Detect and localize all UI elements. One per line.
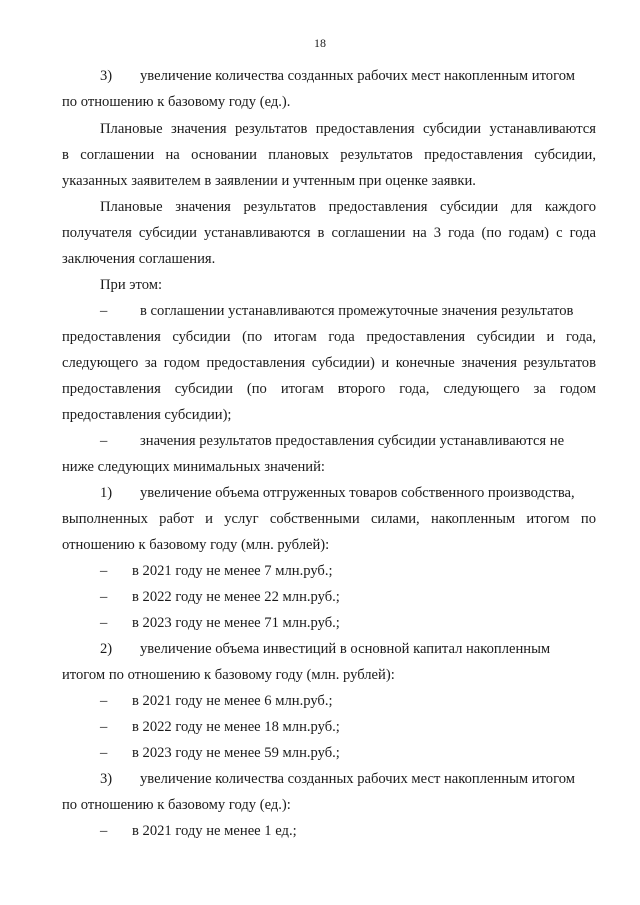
line-text: в соглашении устанавливаются промежуточные значения результатов: [140, 303, 574, 319]
text-line: следующего за годом предоставления субсидии) и конечные значения результатов: [62, 355, 596, 371]
line-text: увеличение объема инвестиций в основной капитал накопленным: [140, 641, 551, 657]
list-marker: –: [100, 745, 108, 761]
list-item: [100, 691, 596, 711]
list-item: [100, 587, 596, 607]
line-text: в 2022 году не менее 22 млн.руб.;: [132, 589, 340, 605]
line-text: увеличение объема отгруженных товаров собственного производства,: [140, 485, 575, 501]
line-text: в 2023 году не менее 71 млн.руб.;: [132, 615, 340, 631]
line-text: в 2021 году не менее 7 млн.руб.;: [132, 563, 333, 579]
list-marker: –: [100, 303, 108, 319]
list-marker: –: [100, 563, 108, 579]
text-line: в соглашении на основании плановых результатов предоставления субсидии,: [62, 147, 596, 163]
list-item: [100, 743, 596, 763]
page-number: 18: [314, 36, 326, 50]
line-text: в 2021 году не менее 1 ед.;: [132, 823, 297, 839]
line-text: в 2022 году не менее 18 млн.руб.;: [132, 719, 340, 735]
list-item: [100, 483, 596, 503]
list-item: [100, 769, 596, 789]
list-item: [100, 821, 596, 841]
list-marker: –: [100, 693, 108, 709]
list-marker: 2): [100, 641, 113, 657]
list-item: [100, 301, 596, 321]
text-line: выполненных работ и услуг собственными силами, накопленным итогом по: [62, 511, 596, 527]
list-marker: –: [100, 719, 108, 735]
list-marker: 1): [100, 485, 113, 501]
text-line: ниже следующих минимальных значений:: [62, 459, 325, 475]
line-text: значения результатов предоставления субсидии устанавливаются не: [140, 433, 565, 449]
list-item: [100, 66, 596, 86]
text-line: по отношению к базовому году (ед.):: [62, 797, 291, 813]
text-line: получателя субсидии устанавливаются в соглашении на 3 года (по годам) с года: [62, 225, 596, 241]
paragraph-line: Плановые значения результатов предоставления субсидии для каждого: [100, 199, 596, 215]
line-text: увеличение количества созданных рабочих мест накопленным итогом: [140, 68, 575, 84]
text-line: отношению к базовому году (млн. рублей):: [62, 537, 330, 553]
text-line: указанных заявителем в заявлении и учтенным при оценке заявки.: [62, 173, 476, 189]
text-line: заключения соглашения.: [62, 251, 216, 267]
list-item: [100, 639, 596, 659]
list-item: [100, 431, 596, 451]
list-marker: –: [100, 433, 108, 449]
paragraph-line: Плановые значения результатов предоставления субсидии устанавливаются: [100, 121, 596, 137]
list-item: [100, 717, 596, 737]
list-marker: 3): [100, 771, 113, 787]
list-marker: –: [100, 615, 108, 631]
list-marker: –: [100, 589, 108, 605]
text-line: предоставления субсидии (по итогам второго года, следующего за годом: [62, 381, 596, 397]
line-text: увеличение количества созданных рабочих мест накопленным итогом: [140, 771, 575, 787]
list-item: [100, 613, 596, 633]
list-item: [100, 561, 596, 581]
line-text: в 2023 году не менее 59 млн.руб.;: [132, 745, 340, 761]
list-marker: –: [100, 823, 108, 839]
text-line: итогом по отношению к базовому году (млн. рублей):: [62, 667, 395, 683]
text-line: предоставления субсидии (по итогам года предоставления субсидии и года,: [62, 329, 596, 345]
text-line: по отношению к базовому году (ед.).: [62, 94, 291, 110]
list-marker: 3): [100, 68, 113, 84]
paragraph-line: При этом:: [100, 277, 163, 293]
line-text: в 2021 году не менее 6 млн.руб.;: [132, 693, 333, 709]
text-line: предоставления субсидии);: [62, 407, 232, 423]
